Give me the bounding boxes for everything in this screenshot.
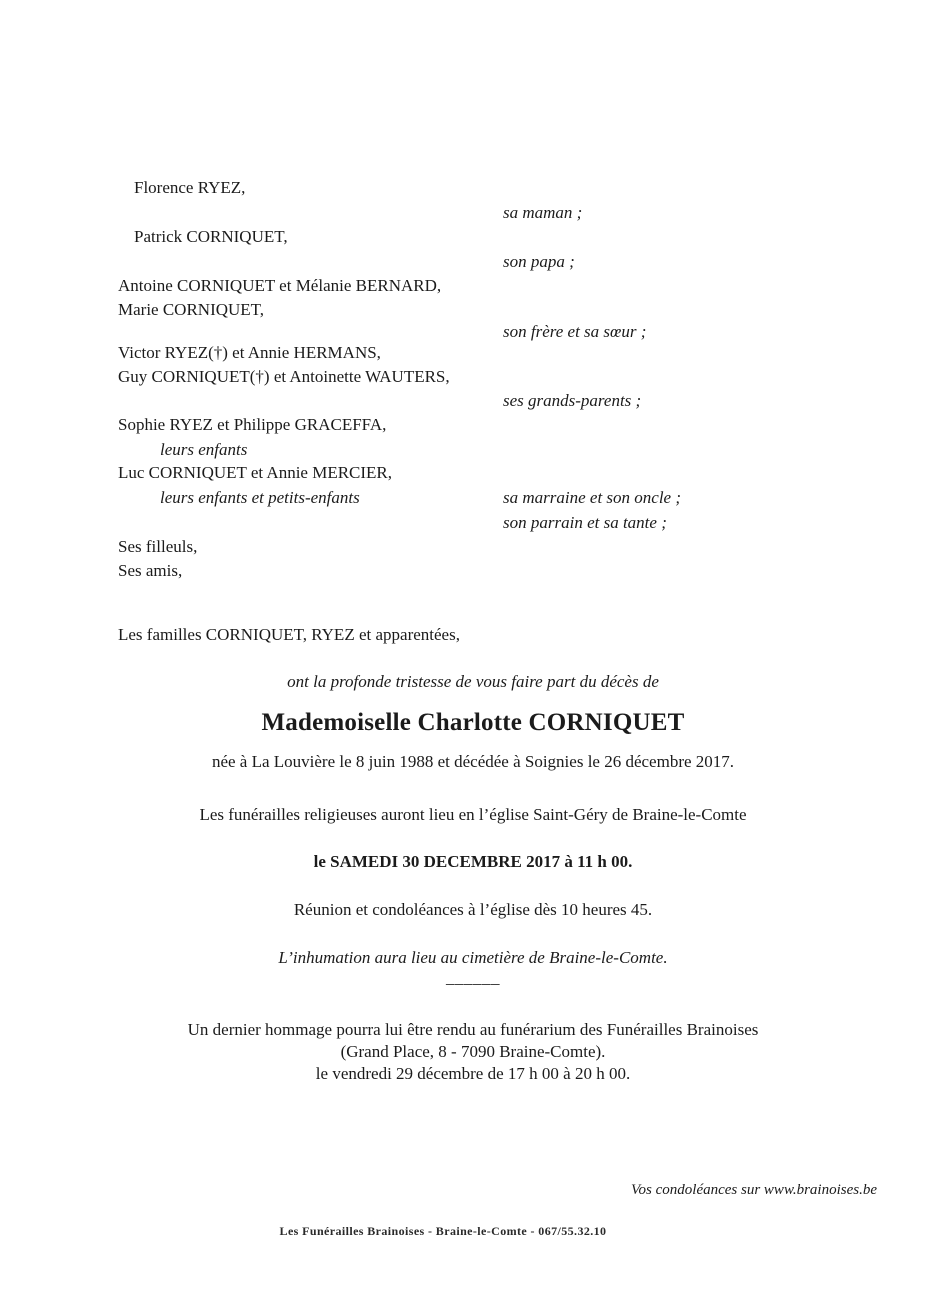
relation-label: son papa ; <box>503 252 575 271</box>
funeral-home-footer: Les Funérailles Brainoises - Braine-le-Comte - 067/55.32.10 <box>279 1224 607 1238</box>
relative-name: Ses filleuls, <box>118 537 198 556</box>
relation-label: son parrain et sa tante ; <box>503 513 667 532</box>
tribute-line-2: (Grand Place, 8 - 7090 Braine-Comte). <box>340 1042 606 1061</box>
relative-name: Ses amis, <box>118 561 183 580</box>
relative-name: Marie CORNIQUET, <box>118 300 265 319</box>
relation-label: ses grands-parents ; <box>503 391 642 410</box>
tribute-line-1: Un dernier hommage pourra lui être rendu au funérarium des Funérailles Brainoises <box>187 1020 759 1039</box>
burial-line: L’inhumation aura lieu au cimetière de Braine-le-Comte. <box>278 948 668 967</box>
relation-label: sa maman ; <box>503 203 583 222</box>
funeral-date-line: le SAMEDI 30 DECEMBRE 2017 à 11 h 00. <box>313 852 633 871</box>
announcement-phrase: ont la profonde tristesse de vous faire part du décès de <box>287 672 659 691</box>
condolences-website-line: Vos condoléances sur www.brainoises.be <box>631 1182 877 1198</box>
relative-name: Victor RYEZ(†) et Annie HERMANS, <box>118 343 381 362</box>
relative-name: Antoine CORNIQUET et Mélanie BERNARD, <box>118 276 442 295</box>
families-line: Les familles CORNIQUET, RYEZ et apparentées, <box>118 625 460 644</box>
relative-name: Luc CORNIQUET et Annie MERCIER, <box>118 463 393 482</box>
relative-sub-line: leurs enfants et petits-enfants <box>160 488 360 507</box>
relative-name: Sophie RYEZ et Philippe GRACEFFA, <box>118 415 387 434</box>
gathering-line: Réunion et condoléances à l’église dès 10 heures 45. <box>293 900 653 919</box>
relation-label: sa marraine et son oncle ; <box>503 488 682 507</box>
funeral-location-line: Les funérailles religieuses auront lieu en l’église Saint-Géry de Braine-le-Comte <box>199 805 747 824</box>
birth-death-line: née à La Louvière le 8 juin 1988 et décédée à Soignies le 26 décembre 2017. <box>211 752 735 771</box>
separator-dashes: ______ <box>446 968 500 987</box>
tribute-line-3: le vendredi 29 décembre de 17 h 00 à 20 h 00. <box>315 1064 631 1083</box>
deceased-name: Mademoiselle Charlotte CORNIQUET <box>261 709 685 736</box>
relative-name: Patrick CORNIQUET, <box>134 227 288 246</box>
relative-name: Guy CORNIQUET(†) et Antoinette WAUTERS, <box>118 367 450 386</box>
relative-sub-line: leurs enfants <box>160 440 248 459</box>
relative-name: Florence RYEZ, <box>134 178 246 197</box>
relation-label: son frère et sa sœur ; <box>503 322 647 341</box>
